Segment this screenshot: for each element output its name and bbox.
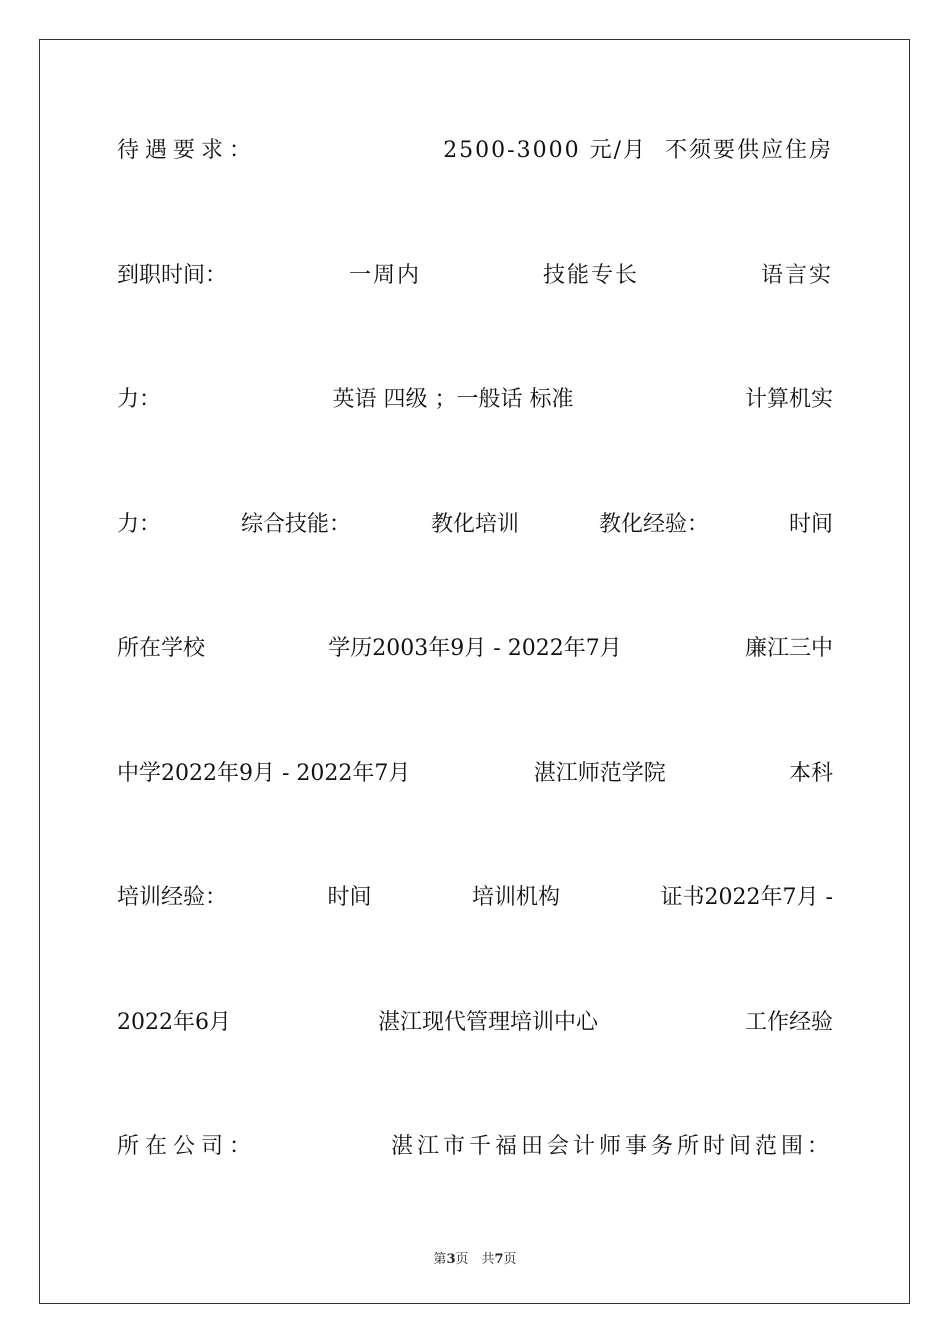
text-line-start-date	[117, 257, 833, 289]
line-segment: 培训机构	[472, 884, 561, 910]
line-segment: 英语 四级 ；一般话 标准	[332, 386, 574, 412]
line-segment: 计算机实	[744, 386, 833, 412]
line-segment: 所在学校	[117, 635, 206, 661]
line-segment: 2022年6月	[117, 1009, 231, 1035]
line-segment: 语言实	[760, 262, 833, 288]
text-line-language	[117, 381, 833, 413]
text-line-school	[117, 630, 833, 662]
text-line-training	[117, 879, 833, 911]
line-segment: 到职时间：	[117, 262, 228, 288]
line-segment: 教化经验：	[598, 511, 709, 537]
text-line-company	[117, 1128, 833, 1160]
line-segment: 学历2003年9月 - 2022年7月	[328, 635, 622, 661]
footer-mid: 页 共	[455, 1252, 495, 1267]
line-segment: 时间	[327, 884, 372, 910]
page-footer	[0, 1248, 950, 1267]
footer-page-number: 3	[446, 1252, 456, 1267]
line-segment: 湛江师范学院	[533, 760, 666, 786]
line-segment: 廉江三中	[744, 635, 833, 661]
line-segment: 一周内	[348, 262, 421, 288]
footer-prefix: 第	[433, 1252, 447, 1267]
text-line-treatment	[117, 132, 833, 164]
line-segment: 待遇要求：	[117, 137, 258, 163]
page-border	[39, 39, 910, 1304]
line-segment: 技能专长	[542, 262, 639, 288]
line-segment: 力：	[117, 511, 162, 537]
line-segment: 2500-3000 元/月 不须要供应住房	[443, 137, 833, 163]
line-segment: 综合技能：	[240, 511, 351, 537]
text-line-training-center	[117, 1004, 833, 1036]
line-segment: 工作经验	[744, 1009, 833, 1035]
line-segment: 时间	[788, 511, 833, 537]
line-segment: 本科	[788, 760, 833, 786]
line-segment: 所在公司：	[117, 1133, 258, 1159]
text-line-college	[117, 755, 833, 787]
line-segment: 中学2022年9月 - 2022年7月	[117, 760, 411, 786]
line-segment: 力：	[117, 386, 162, 412]
line-segment: 教化培训	[430, 511, 519, 537]
text-line-skills	[117, 506, 833, 538]
line-segment: 培训经验：	[117, 884, 228, 910]
line-segment: 湛江现代管理培训中心	[377, 1009, 598, 1035]
footer-suffix: 页	[503, 1252, 517, 1267]
footer-total-pages: 7	[494, 1252, 504, 1267]
line-segment: 湛江市千福田会计师事务所时间范围：	[390, 1133, 833, 1159]
line-segment: 证书2022年7月 -	[660, 884, 833, 910]
